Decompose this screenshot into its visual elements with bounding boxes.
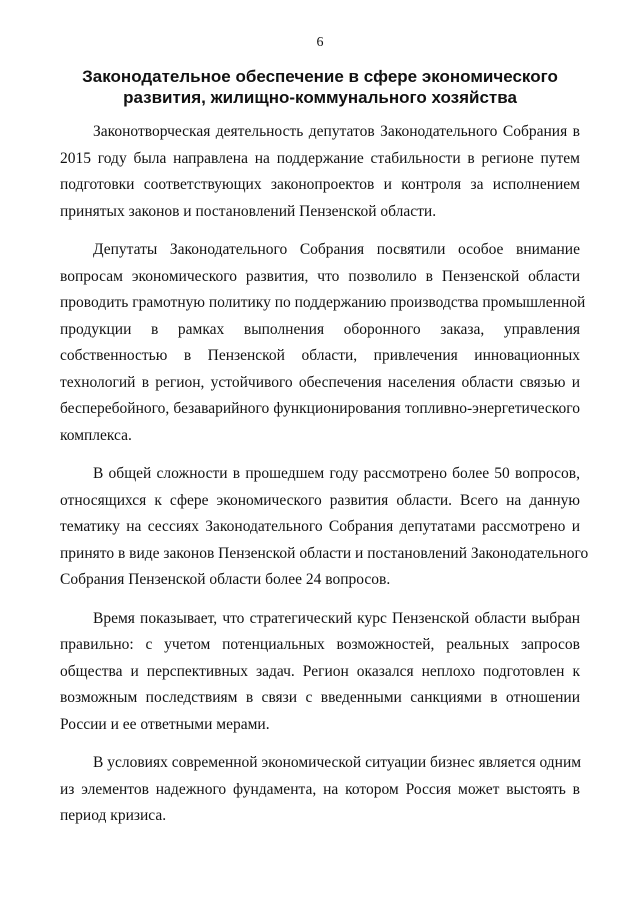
paragraph-line: 2015 году была направлена на поддержание стабильности в регионе путем (60, 149, 580, 167)
paragraph (60, 461, 589, 594)
paragraph-line: Депутаты Законодательного Собрания посвятили особое внимание (93, 241, 580, 258)
paragraph (60, 750, 580, 830)
paragraph (60, 119, 580, 225)
paragraph-line: Законотворческая деятельность депутатов Законодательного Собрания в (93, 123, 580, 140)
paragraph-line: вопросам экономического развития, что позволило в Пензенской области (60, 267, 580, 285)
paragraph-line: Время показывает, что стратегический курс Пензенской области выбран (93, 609, 580, 627)
paragraph-line: В общей сложности в прошедшем году рассмотрено более 50 вопросов, (93, 465, 580, 482)
paragraph (60, 237, 586, 449)
paragraph-line: комплекса. (60, 426, 132, 444)
paragraph-line: Собрания Пензенской области более 24 вопросов. (60, 571, 391, 588)
section-heading-line-1: Законодательное обеспечение в сфере экономического (82, 67, 558, 86)
paragraph-line: подготовки соответствующих законопроектов и контроля за исполнением (60, 176, 580, 193)
paragraph-line: принятых законов и постановлений Пензенской области. (60, 202, 437, 220)
paragraph-line: из элементов надежного фундамента, на котором Россия может выстоять в (60, 780, 580, 798)
page-number: 6 (316, 35, 324, 50)
paragraph-line: принято в виде законов Пензенской области и постановлений Законодательного (60, 544, 589, 562)
section-heading (60, 66, 580, 108)
paragraph-line: тематику на сессиях Законодательного Собрания депутатами рассмотрено и (60, 518, 580, 535)
body-text (60, 119, 589, 842)
section-heading-line-2: развития, жилищно-коммунального хозяйства (123, 88, 517, 107)
paragraph-line: период кризиса. (60, 807, 167, 824)
paragraph-line: технологий в регион, устойчивого обеспечения населения области связью и (60, 373, 580, 391)
paragraph-line: общества и перспективных задач. Регион оказался неплохо подготовлен к (60, 662, 580, 680)
paragraph (60, 606, 580, 739)
paragraph-line: В условиях современной экономической ситуации бизнес является одним (93, 754, 582, 771)
paragraph-line: России и ее ответными мерами. (60, 715, 270, 733)
paragraph-line: бесперебойного, безаварийного функционирования топливно-энергетического (60, 400, 580, 417)
paragraph-line: правильно: с учетом потенциальных возможностей, реальных запросов (60, 636, 580, 653)
paragraph-line: возможным последствиям в связи с введенными санкциями в отношении (60, 689, 580, 706)
paragraph-line: продукции в рамках выполнения оборонного заказа, управления (60, 320, 580, 338)
paragraph-line: проводить грамотную политику по поддержанию производства промышленной (60, 294, 586, 311)
paragraph-line: относящихся к сфере экономического развития области. Всего на данную (60, 491, 580, 509)
paragraph-line: собственностью в Пензенской области, привлечения инновационных (60, 347, 580, 364)
